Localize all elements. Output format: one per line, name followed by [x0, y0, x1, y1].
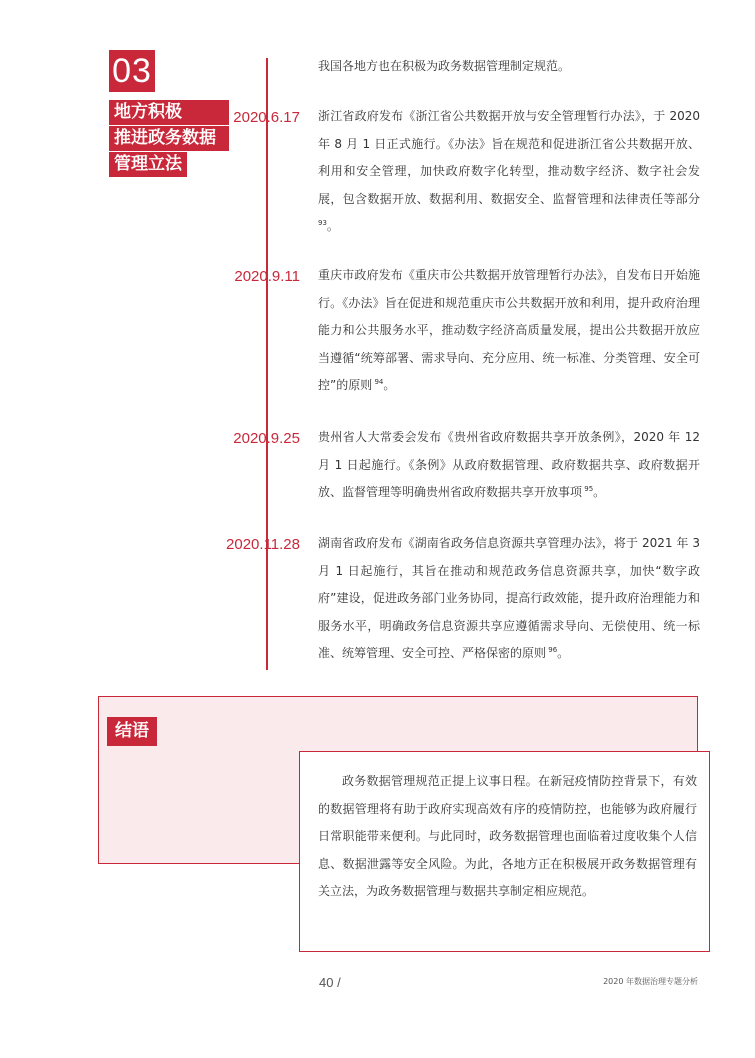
footnote-ref: 94 [374, 378, 384, 386]
timeline-entry: 浙江省政府发布《浙江省公共数据开放与安全管理暂行办法》，于 2020 年 8 月 1 日正式施行。《办法》旨在规范和促进浙江省公共数据开放、利用和安全管理，加快政府数字化转型，推动数字经济、数字社会发展，包含数据开放、数据利用、数据安全、监督管理和法律责任等部分 $^{93}$。 [318, 109, 700, 233]
section-title-line-1: 地方积极 [109, 100, 229, 125]
timeline-entry: 湖南省政府发布《湖南省政务信息资源共享管理办法》，将于 2021 年 3 月 1 日起施行，其旨在推动和规范政务信息资源共享，加快“数字政府”建设，促进政务部门业务协同，提高行政效能，提升政府治理能力和服务水平，明确政务信息资源共享应遵循需求导向、无偿使用、统一标准、统筹管理、安全可控、严格保密的原则 $^{96}$。 [318, 536, 700, 660]
timeline-entry: 贵州省人大常委会发布《贵州省政府数据共享开放条例》，2020 年 12 月 1 日起施行。《条例》从政府数据管理、政府数据共享、政府数据开放、监督管理等明确贵州省政府数据共享开放事项 $^{95}$。 [318, 430, 700, 499]
conclusion-box [299, 751, 710, 952]
section-title-line-2: 推进政务数据 [109, 126, 229, 151]
conclusion-text: 政务数据管理规范正提上议事日程。在新冠疫情防控背景下，有效的数据管理将有助于政府实现高效有序的疫情防控，也能够为政府履行日常职能带来便利。与此同时，政务数据管理也面临着过度收集个人信息、数据泄露等安全风险。为此，各地方正在积极展开政务数据管理有关立法，为政务数据管理与数据共享制定相应规范。 [318, 774, 697, 899]
timeline-entry-text: 贵州省人大常委会发布《贵州省政府数据共享开放条例》，2020 年 12 月 1 日起施行。《条例》从政府数据管理、政府数据共享、政府数据开放、监督管理等明确贵州省政府数据共享开放事项 [318, 430, 700, 499]
timeline-entry-text: 湖南省政府发布《湖南省政务信息资源共享管理办法》，将于 2021 年 3 月 1 日起施行，其旨在推动和规范政务信息资源共享，加快“数字政府”建设，促进政务部门业务协同，提高行政效能，提升政府治理能力和服务水平，明确政务信息资源共享应遵循需求导向、无偿使用、统一标准、统筹管理、安全可控、严格保密的原则 [318, 536, 700, 660]
intro-text: 我国各地方也在积极为政务数据管理制定规范。 [318, 59, 571, 73]
section-title-line-3: 管理立法 [109, 152, 187, 177]
section-title [109, 100, 229, 178]
timeline-entry: 重庆市政府发布《重庆市公共数据开放管理暂行办法》，自发布日开始施行。《办法》旨在促进和规范重庆市公共数据开放和利用，提升政府治理能力和公共服务水平，推动数字经济高质量发展，提出公共数据开放应当遵循“统筹部署、需求导向、充分应用、统一标准、分类管理、安全可控”的原则 $^{94}$。 [318, 268, 700, 392]
timeline-date: 2020.11.28 [226, 536, 300, 553]
timeline-date: 2020.6.17 [233, 109, 300, 126]
timeline-entry-text: 浙江省政府发布《浙江省公共数据开放与安全管理暂行办法》，于 2020 年 8 月 1 日正式施行。《办法》旨在规范和促进浙江省公共数据开放、利用和安全管理，加快政府数字化转型，推动数字经济、数字社会发展，包含数据开放、数据利用、数据安全、监督管理和法律责任等部分 [318, 109, 700, 206]
report-title: 2020 年数据治理专题分析 [603, 977, 698, 986]
timeline-entry-text: 重庆市政府发布《重庆市公共数据开放管理暂行办法》，自发布日开始施行。《办法》旨在促进和规范重庆市公共数据开放和利用，提升政府治理能力和公共服务水平，推动数字经济高质量发展，提出公共数据开放应当遵循“统筹部署、需求导向、充分应用、统一标准、分类管理、安全可控”的原则 [318, 268, 700, 392]
timeline-date: 2020.9.11 [234, 268, 300, 285]
timeline-line [266, 58, 268, 670]
conclusion-label: 结语 [107, 717, 157, 746]
footnote-ref: 95 [584, 485, 594, 493]
section-number: 03 [109, 50, 155, 92]
timeline-date: 2020.9.25 [233, 430, 300, 447]
page-number: 40 / [319, 975, 341, 990]
footnote-ref: 93 [318, 219, 327, 227]
footnote-ref: 96 [548, 646, 558, 654]
